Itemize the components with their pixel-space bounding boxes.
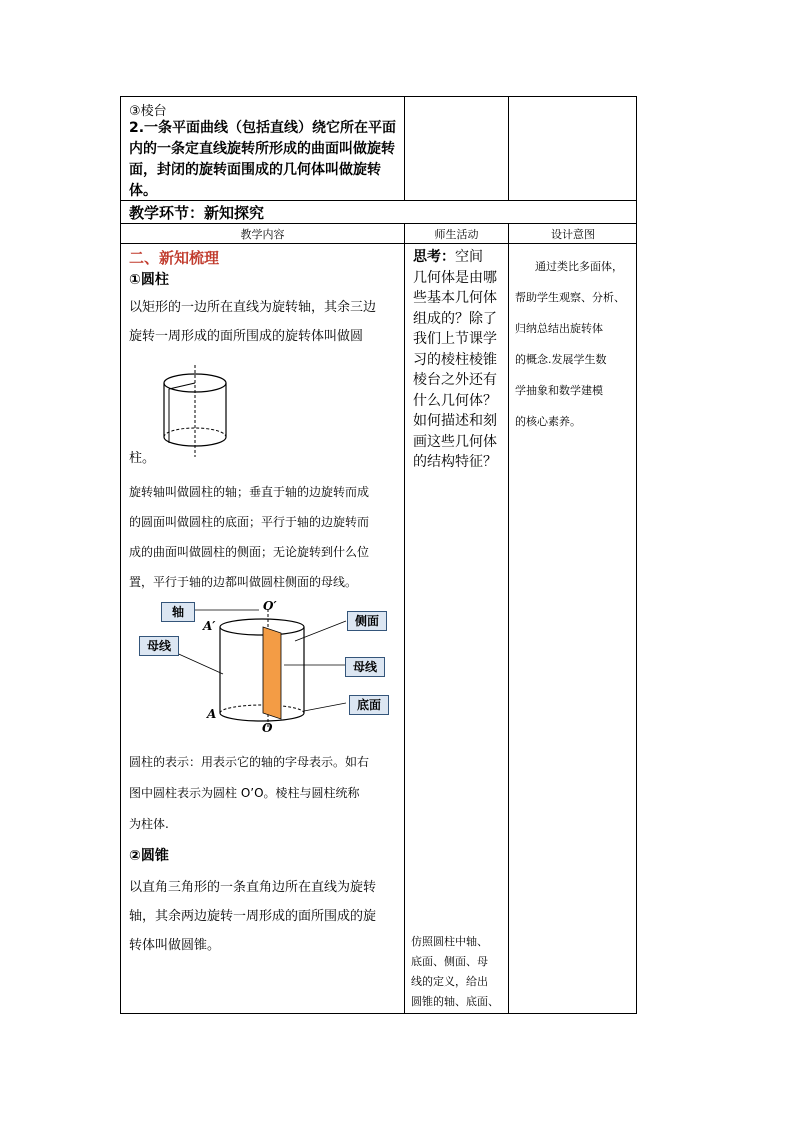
section-title: 教学环节：新知探究: [129, 204, 265, 222]
col-divider: [508, 97, 509, 200]
cylinder-figure: [135, 599, 397, 741]
label-generatrix-right: 母线: [345, 657, 385, 677]
text-line: 图中圆柱表示为圆柱 O’O。棱柱与圆柱统称: [129, 786, 360, 800]
text-line: 的核心素养。: [515, 415, 581, 428]
text-line: 画这些几何体: [413, 433, 497, 450]
text-line: 习的棱柱棱锥: [413, 351, 497, 368]
header-teaching-content: 教学内容: [240, 228, 285, 241]
content-heading: 二、新知梳理: [129, 249, 220, 267]
row-divider: [121, 243, 636, 244]
text-line: 的结构特征？: [413, 454, 497, 470]
text-line: 通过类比多面体，: [535, 260, 623, 273]
text-line: 学抽象和数学建模: [515, 384, 603, 397]
cylinder-title: ①圆柱: [129, 272, 169, 288]
point-o-bottom: O: [262, 721, 273, 735]
definition-line: 面，封闭的旋转面围成的几何体叫做旋转: [129, 162, 381, 178]
text-line: 成的曲面叫做圆柱的侧面；无论旋转到什么位: [129, 545, 370, 559]
text-line: 些基本几何体: [413, 290, 497, 306]
text-line: 以矩形的一边所在直线为旋转轴，其余三边: [129, 300, 377, 315]
cone-definition: [129, 873, 376, 960]
col-divider: [404, 223, 405, 1013]
think-question: [413, 247, 505, 473]
text-line: 组成的？除了: [413, 310, 497, 327]
point-o-top: O′: [263, 599, 277, 613]
text-line: 圆柱的表示：用表示它的轴的字母表示。如右: [129, 755, 370, 769]
point-a-bottom: A: [207, 707, 217, 721]
label-axis: 轴: [161, 602, 195, 622]
definition-line: 体。: [129, 183, 157, 199]
text-line: 旋转轴叫做圆柱的轴；垂直于轴的边旋转而成: [129, 485, 370, 499]
think-label: 思考：: [413, 249, 455, 265]
text-span: 空间: [455, 249, 483, 265]
definition-line: 内的一条定直线旋转所形成的曲面叫做旋转: [129, 141, 395, 157]
text-line: 圆锥的轴、底面、: [411, 995, 499, 1008]
definition-2: [129, 118, 405, 202]
cylinder-notation: [129, 747, 369, 840]
text-line: 几何体是由哪: [413, 269, 497, 286]
cylinder-sketch: [157, 359, 243, 459]
header-design-intent: 设计意图: [551, 228, 595, 241]
lesson-table: [120, 96, 637, 1014]
generatrix-surface: [263, 627, 281, 719]
label-base: 底面: [349, 695, 389, 715]
text-line: 为柱体.: [129, 817, 169, 831]
text-line: 如何描述和刻: [413, 413, 497, 429]
row-divider: [121, 223, 636, 224]
item-prism-frustum: ③棱台: [129, 104, 167, 119]
text-line: 转体叫做圆锥。: [129, 938, 221, 953]
point-a-top: A′: [203, 619, 216, 633]
definition-line: 2.一条平面曲线（包括直线）绕它所在平面: [129, 120, 397, 136]
cylinder-definition-end: 柱。: [129, 451, 156, 466]
label-generatrix-left: 母线: [139, 636, 179, 656]
text-line: 以直角三角形的一条直角边所在直线为旋转: [129, 880, 377, 895]
text-line: [413, 247, 505, 268]
text-line: 置，平行于轴的边都叫做圆柱侧面的母线。: [129, 575, 358, 589]
header-activity: 师生活动: [434, 228, 479, 241]
text-line: 线的定义，给出: [411, 975, 488, 988]
text-line: 的圆面叫做圆柱的底面；平行于轴的边旋转而: [129, 515, 370, 529]
col-divider: [508, 223, 509, 1013]
text-line: 我们上节课学: [413, 331, 497, 347]
mimic-activity: [411, 932, 507, 1012]
cylinder-parts: [129, 477, 369, 597]
text-line: 的概念.发展学生数: [515, 353, 607, 366]
label-side-surface: 侧面: [347, 611, 387, 631]
text-line: 仿照圆柱中轴、: [411, 935, 488, 948]
text-line: 底面、侧面、母: [411, 955, 488, 968]
text-line: 旋转一周形成的面所围成的旋转体叫做圆: [129, 329, 364, 344]
text-line: 归纳总结出旋转体: [515, 322, 603, 335]
design-intent: [515, 251, 635, 437]
cylinder-definition: [129, 293, 376, 351]
text-line: 棱台之外还有: [413, 372, 497, 388]
text-line: 什么几何体？: [413, 392, 497, 409]
text-line: 轴，其余两边旋转一周形成的面所围成的旋: [129, 909, 377, 924]
text-line: 帮助学生观察、分析、: [515, 291, 625, 304]
cone-title: ②圆锥: [129, 848, 169, 864]
